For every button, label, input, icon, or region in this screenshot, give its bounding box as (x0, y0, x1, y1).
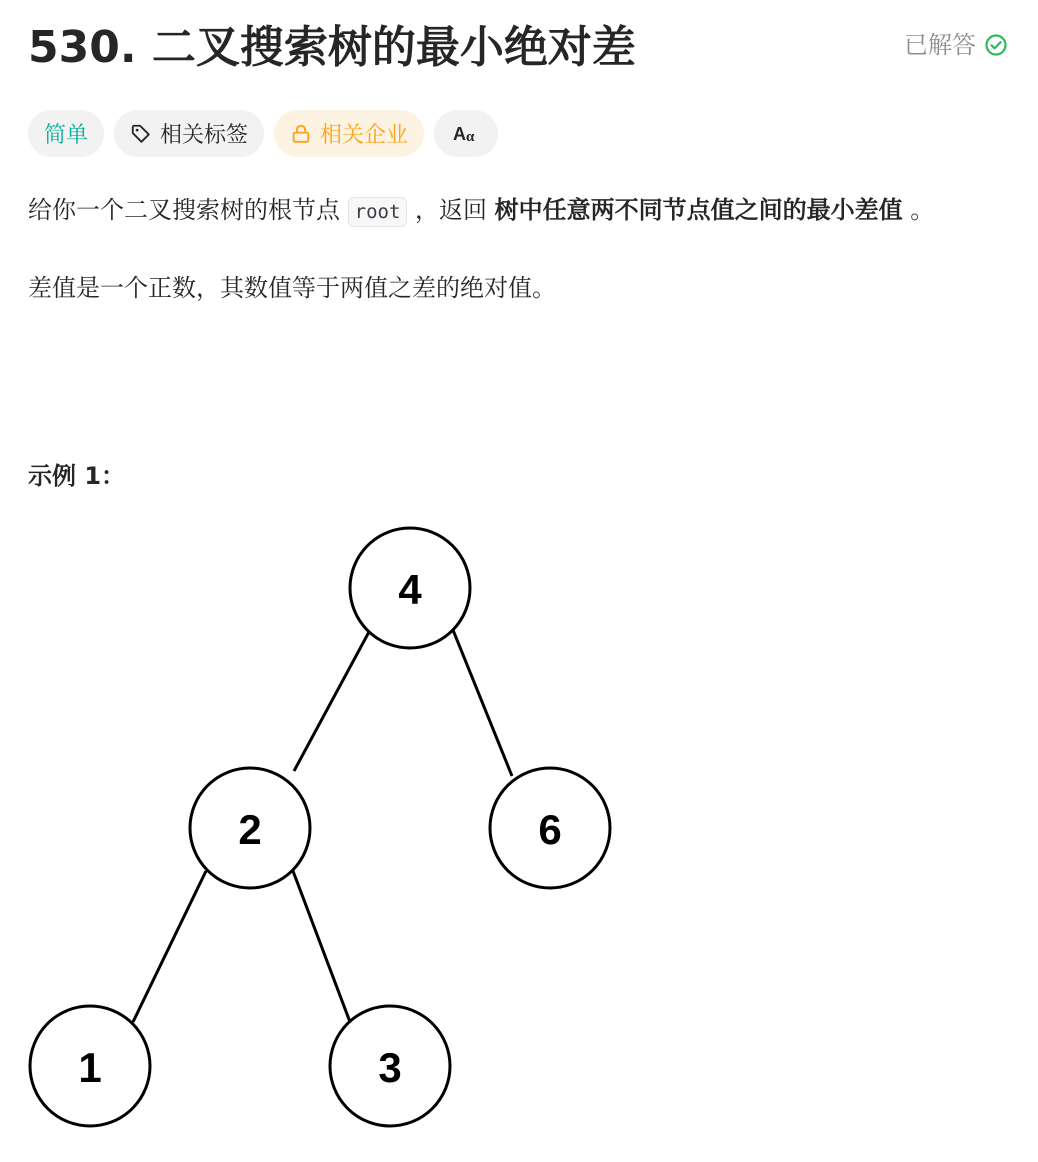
tree-node (30, 1006, 150, 1126)
inline-code-root: root (348, 197, 408, 227)
solved-status (904, 28, 1008, 62)
desc-bold-text: 树中任意两不同节点值之间的最小差值 (494, 196, 903, 224)
translate-icon (452, 123, 480, 145)
description-paragraph-1 (28, 190, 1008, 232)
svg-text:α: α (466, 128, 475, 145)
description-paragraph-2: 差值是一个正数，其数值等于两值之差的绝对值。 (28, 274, 556, 302)
translate-button[interactable] (434, 110, 498, 157)
tree-node (330, 1006, 450, 1126)
bst-diagram (28, 518, 648, 1138)
tree-edge (293, 871, 350, 1022)
check-circle-icon (984, 33, 1008, 57)
lock-icon (290, 123, 312, 145)
difficulty-badge[interactable] (28, 110, 104, 157)
tree-node (490, 768, 610, 888)
related-topics-button[interactable] (114, 110, 264, 157)
tree-node-label: 1 (78, 1044, 102, 1091)
related-companies-label: 相关企业 (320, 123, 409, 148)
example-title: 示例 1： (28, 462, 126, 490)
problem-title[interactable]: 530. 二叉搜索树的最小绝对差 (28, 22, 636, 73)
solved-label: 已解答 (904, 31, 976, 59)
title-row (28, 18, 1008, 82)
tree-edge (453, 630, 512, 776)
tree-node (190, 768, 310, 888)
tree-node-label: 6 (538, 806, 562, 853)
tree-edge (133, 871, 206, 1022)
tree-node-label: 2 (238, 806, 262, 853)
desc-text: 给你一个二叉搜索树的根节点 (28, 196, 348, 224)
related-topics-label: 相关标签 (160, 123, 249, 148)
tag-row (28, 110, 498, 157)
desc-text: 。 (902, 196, 935, 224)
tree-node-label: 4 (398, 566, 422, 613)
desc-text: ，返回 (407, 196, 495, 224)
svg-text:A: A (453, 123, 467, 144)
difficulty-label: 简单 (44, 123, 89, 148)
tree-node-label: 3 (378, 1044, 402, 1091)
problem-description (28, 190, 1008, 308)
tag-icon (130, 123, 152, 145)
tree-edge (294, 630, 370, 771)
tree-node (350, 528, 470, 648)
related-companies-button[interactable] (274, 110, 424, 157)
